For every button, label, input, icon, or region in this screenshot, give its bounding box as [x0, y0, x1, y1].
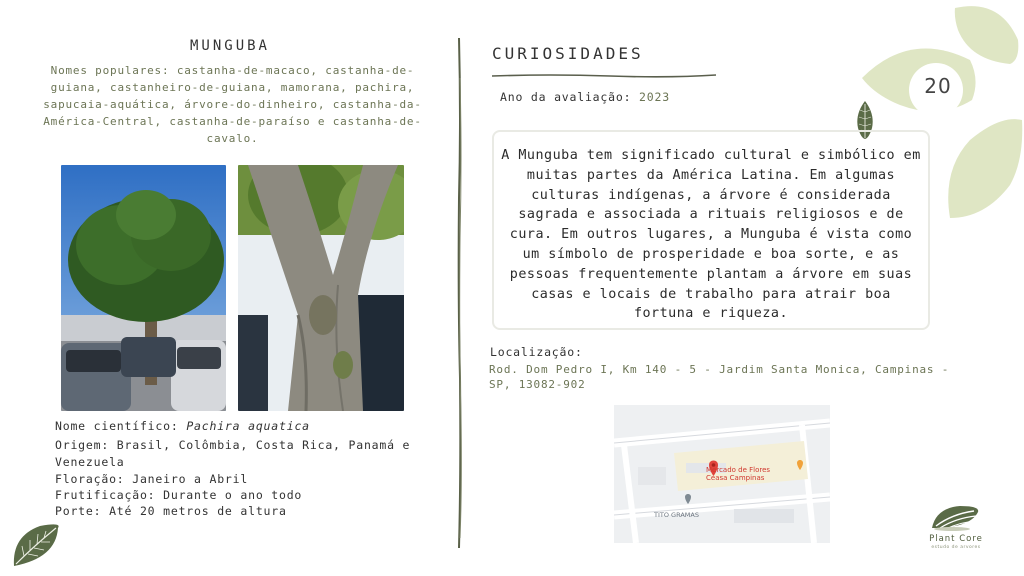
leaf-decoration-bottom-left	[10, 522, 62, 574]
scientific-name: Pachira aquatica	[186, 419, 310, 433]
size: Porte: Até 20 metros de altura	[55, 504, 287, 518]
origin: Origem: Brasil, Colômbia, Costa Rica, Panamá e Venezuela	[55, 438, 411, 469]
curiosities-title: CURIOSIDADES	[492, 44, 644, 63]
scientific-name-line	[55, 418, 415, 435]
tree-photo-full	[61, 165, 226, 411]
evaluation-year	[500, 90, 670, 104]
year-label: Ano da avaliação:	[500, 90, 632, 104]
scientific-label: Nome científico:	[55, 419, 179, 433]
page-number-badge: 20	[924, 74, 952, 98]
vertical-divider	[450, 38, 470, 548]
location-label: Localização:	[490, 345, 583, 359]
map-place-label: Mercado de Flores Ceasa Campinas	[706, 466, 771, 482]
map-secondary-label: TITO GRAMAS	[654, 511, 699, 519]
location-address: Rod. Dom Pedro I, Km 140 - 5 - Jardim Santa Monica, Campinas - SP, 13082-902	[489, 363, 950, 391]
popular-names: Nomes populares: castanha-de-macaco, castanha-de-guiana, castanheiro-de-guiana, mamorana, pachira, sapucaia-aquática, árvore-do-dinheiro, castanha-da-América-Central, castanha-de-paraíso e castanha-de-cavalo.	[43, 64, 422, 145]
location-map[interactable]	[614, 405, 830, 543]
flowering: Floração: Janeiro a Abril	[55, 472, 249, 486]
plant-core-logo-icon	[930, 502, 982, 536]
logo-tagline: estudo de arvores	[931, 545, 981, 550]
title-underline	[490, 66, 720, 76]
fruiting: Frutificação: Durante o ano todo	[55, 488, 303, 502]
tree-title: MUNGUBA	[189, 38, 270, 54]
year-value: 2023	[639, 90, 670, 104]
logo-name: Plant Core	[929, 534, 983, 544]
curiosity-text: A Munguba tem significado cultural e simbólico em muitas partes da América Latina. Em algumas culturas indígenas, a árvore é considerada sagrada e associada a rituais religiosos e de cura. Em outros lugares, a Munguba é vista como um símbolo de prosperidade e boa sorte, e as pessoas frequentemente plantam a árvore em suas casas e locais de trabalho para atrair boa fortuna e riqueza.	[501, 148, 921, 322]
tree-photo-trunk	[238, 165, 404, 411]
